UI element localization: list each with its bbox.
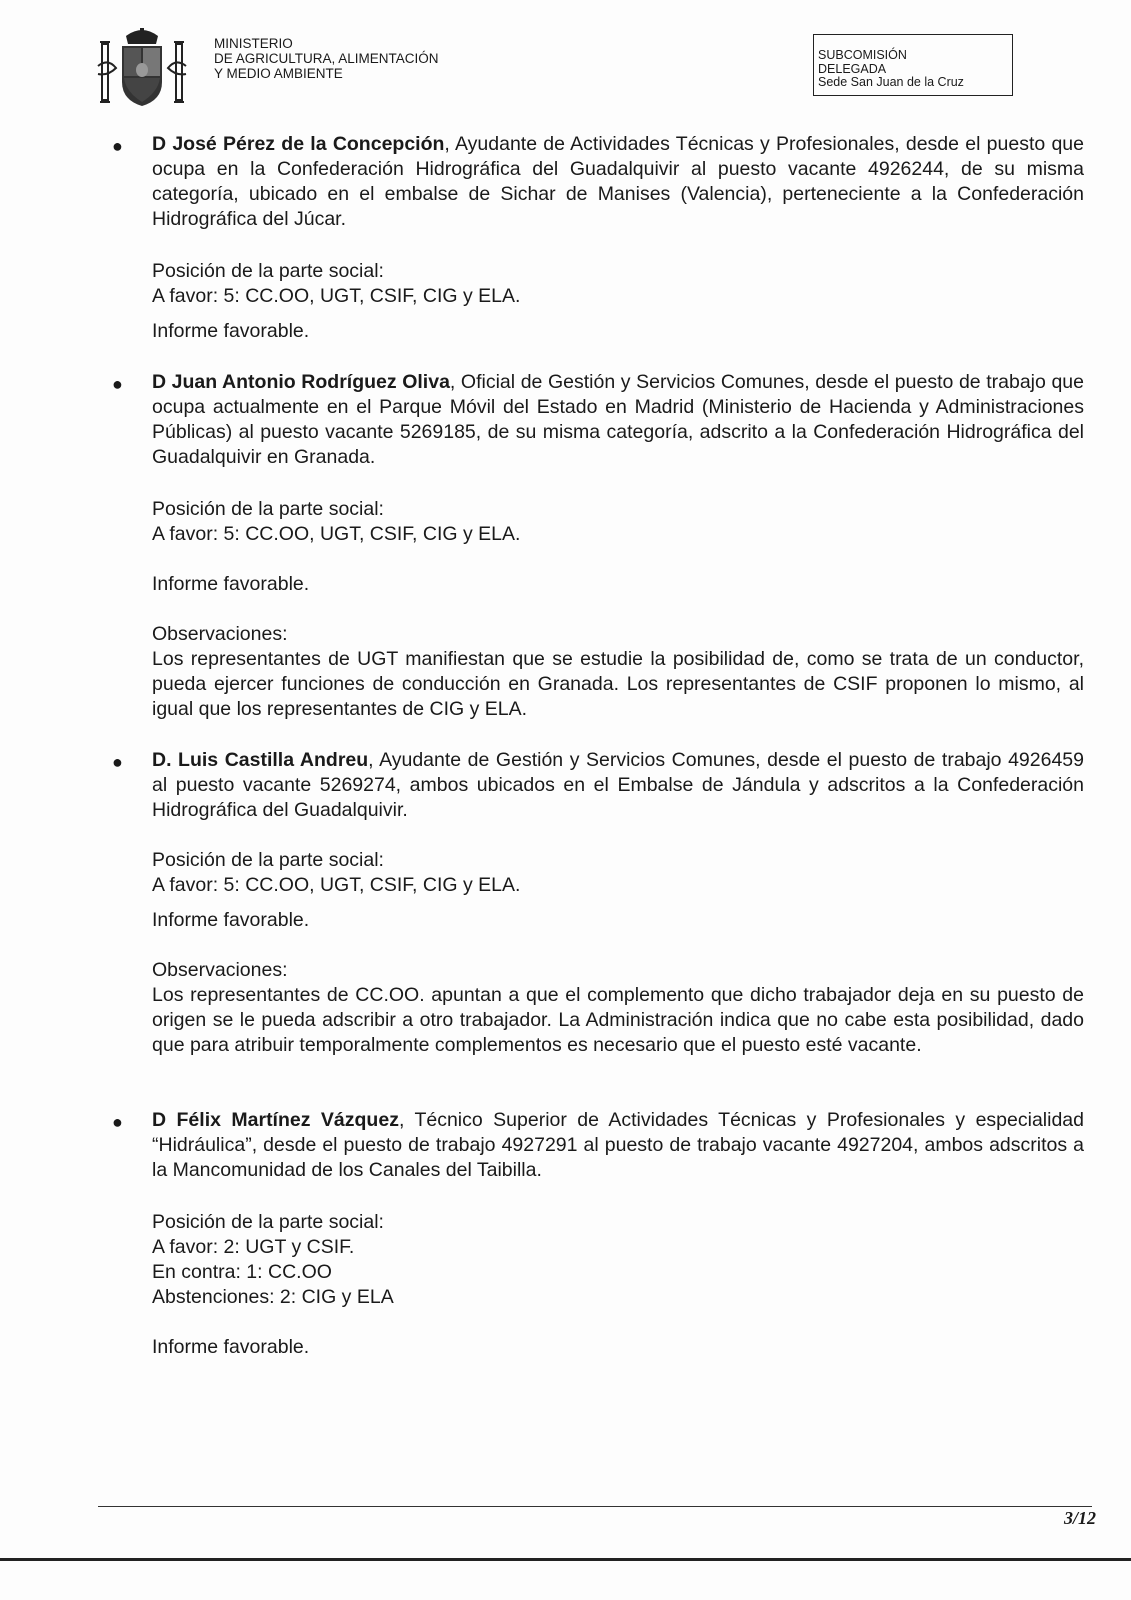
observations-heading: [152, 622, 1084, 647]
vote-line: Abstenciones: 2: CIG y ELA: [152, 1286, 394, 1308]
entry-description: , Ayudante de Gestión y Servicios Comunes, desde el puesto de trabajo 4926459 al puesto vacante 5269274, ambos ubicados en el Embalse de Jándula y adscritos a la Confederación Hidrográfica del Guadalquivir.: [152, 749, 1085, 821]
observations-heading-text: Observaciones:: [152, 623, 288, 645]
social-position-heading: Posición de la parte social:: [152, 849, 384, 871]
entry-description: , Oficial de Gestión y Servicios Comunes, desde el puesto de trabajo que ocupa actualmente en el Parque Móvil del Estado en Madrid (Ministerio de Hacienda y Administraciones Públicas) al puesto vacante 5269185, de su misma categoría, adscrito a la Confederación Hidrográfica del Guadalquivir en Granada.: [152, 371, 1084, 468]
ministry-line: MINISTERIO: [214, 36, 293, 51]
bullet-icon: ●: [112, 752, 123, 772]
report-text: Informe favorable.: [152, 909, 310, 931]
social-position: [152, 1210, 1084, 1310]
subcommission-line: SUBCOMISIÓN: [818, 48, 907, 62]
social-position: [152, 259, 1084, 309]
entry-person-name: D Félix Martínez Vázquez: [152, 1109, 399, 1131]
entry-paragraph: [152, 132, 1084, 232]
entry-paragraph: [152, 370, 1084, 470]
report-line: [152, 319, 1084, 344]
subcommission-line: Sede San Juan de la Cruz: [818, 75, 964, 89]
footer-rule: [98, 1506, 1092, 1507]
subcommission-box: [813, 34, 1013, 96]
entry-description: , Técnico Superior de Actividades Técnicas y Profesionales y especialidad “Hidráulica”, desde el puesto de trabajo 4927291 al puesto de trabajo vacante 4927204, ambos adscritos a la Mancomunidad de los Canales del Taibilla.: [152, 1109, 1084, 1181]
observations-heading-text: Observaciones:: [152, 959, 288, 981]
report-text: Informe favorable.: [152, 320, 310, 342]
bullet-icon: ●: [112, 136, 123, 156]
social-position-heading: Posición de la parte social:: [152, 498, 384, 520]
vote-line: A favor: 5: CC.OO, UGT, CSIF, CIG y ELA.: [152, 285, 521, 307]
subcommission-line: DELEGADA: [818, 61, 887, 76]
observations-heading: [152, 958, 1084, 983]
social-position-heading: Posición de la parte social:: [152, 1211, 384, 1233]
ministry-line: Y MEDIO AMBIENTE: [214, 66, 343, 81]
report-line: [152, 572, 1084, 597]
entry-person-name: D José Pérez de la Concepción: [152, 133, 445, 155]
vote-line: A favor: 5: CC.OO, UGT, CSIF, CIG y ELA.: [152, 874, 521, 896]
scan-edge-line: [0, 1558, 1131, 1561]
vote-line: A favor: 2: UGT y CSIF.: [152, 1236, 355, 1258]
coat-of-arms-logo: [96, 26, 188, 110]
social-position-heading: Posición de la parte social:: [152, 260, 384, 282]
entry-description: , Ayudante de Actividades Técnicas y Profesionales, desde el puesto que ocupa en la Confederación Hidrográfica del Guadalquivir al puesto vacante 4926244, de su misma categoría, ubicado en el embalse de Sichar de Manises (Valencia), perteneciente a la Confederación Hidrográfica del Júcar.: [152, 133, 1084, 230]
ministry-line: DE AGRICULTURA, ALIMENTACIÓN: [214, 51, 439, 66]
entry-person-name: D. Luis Castilla Andreu: [152, 749, 369, 771]
report-text: Informe favorable.: [152, 1336, 310, 1358]
vote-line: A favor: 5: CC.OO, UGT, CSIF, CIG y ELA.: [152, 523, 521, 545]
social-position: [152, 848, 1084, 898]
observations-text: Los representantes de UGT manifiestan que se estudie la posibilidad de, como se trata de un conductor, pueda ejercer funciones de conducción en Granada. Los representantes de CSIF proponen lo mismo, al igual que los representantes de CIG y ELA.: [152, 648, 1084, 720]
entry-paragraph: [152, 1108, 1084, 1183]
report-line: [152, 908, 1084, 933]
bullet-icon: ●: [112, 1112, 123, 1132]
report-line: [152, 1335, 1084, 1360]
ministry-name: [214, 36, 439, 81]
bullet-icon: ●: [112, 374, 123, 394]
report-text: Informe favorable.: [152, 573, 310, 595]
entry-person-name: D Juan Antonio Rodríguez Oliva: [152, 371, 450, 393]
social-position: [152, 497, 1084, 547]
page-number: 3/12: [1063, 1508, 1096, 1528]
observations-text: Los representantes de CC.OO. apuntan a que el complemento que dicho trabajador deja en su puesto de origen se le pueda adscribir a otro trabajador. La Administración indica que no cabe esta posibilidad, dado que para atribuir temporalmente complementos es necesario que el puesto esté vacante.: [152, 984, 1084, 1056]
entry-paragraph: [152, 748, 1084, 823]
vote-line: En contra: 1: CC.OO: [152, 1261, 332, 1283]
